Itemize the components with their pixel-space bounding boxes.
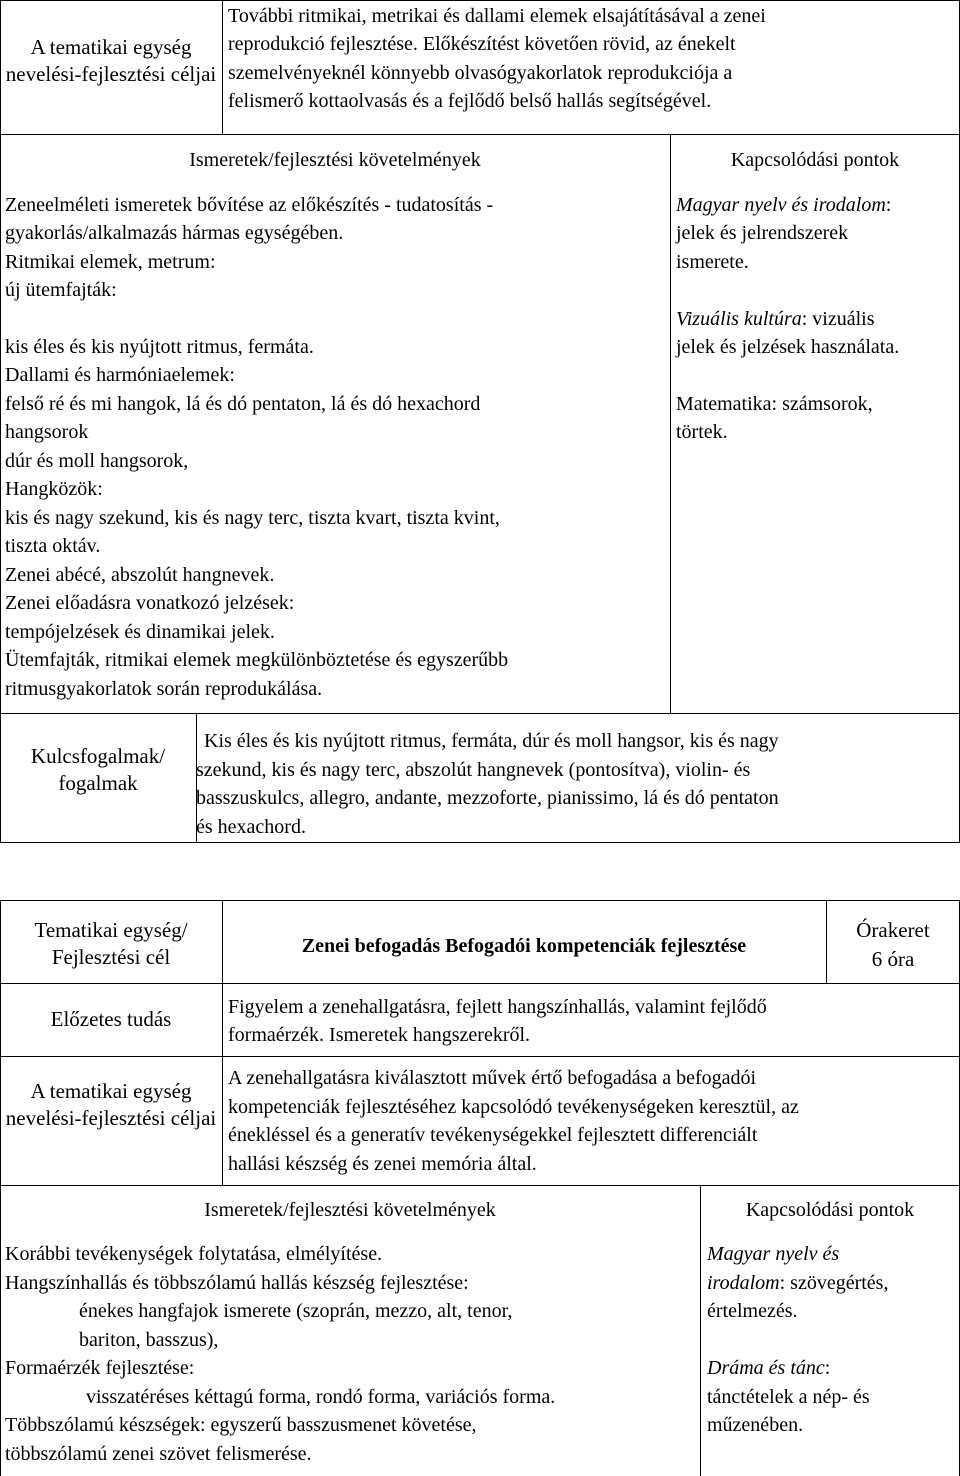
prior-knowledge-label: Előzetes tudás bbox=[50, 1007, 172, 1031]
goal-label-2: A tematikai egység nevelési-fejlesztési céljai bbox=[5, 1079, 217, 1130]
unit-title: Zenei befogadás Befogadói kompetenciák fejlesztése bbox=[301, 935, 747, 957]
requirements-header-2: Ismeretek/fejlesztési követelmények bbox=[204, 1199, 496, 1221]
goal-label: A tematikai egység nevelési-fejlesztési céljai bbox=[5, 35, 217, 86]
requirements-header: Ismeretek/fejlesztési követelmények bbox=[189, 149, 481, 171]
hours-label: Órakeret bbox=[856, 918, 930, 942]
connections-header-2: Kapcsolódási pontok bbox=[745, 1199, 915, 1221]
key-concepts-label: Kulcsfogalmak/ fogalmak bbox=[30, 744, 166, 795]
hours-value: 6 óra bbox=[871, 947, 915, 971]
unit-label: Tematikai egység/ Fejlesztési cél bbox=[34, 918, 188, 969]
connections-header: Kapcsolódási pontok bbox=[730, 149, 900, 171]
